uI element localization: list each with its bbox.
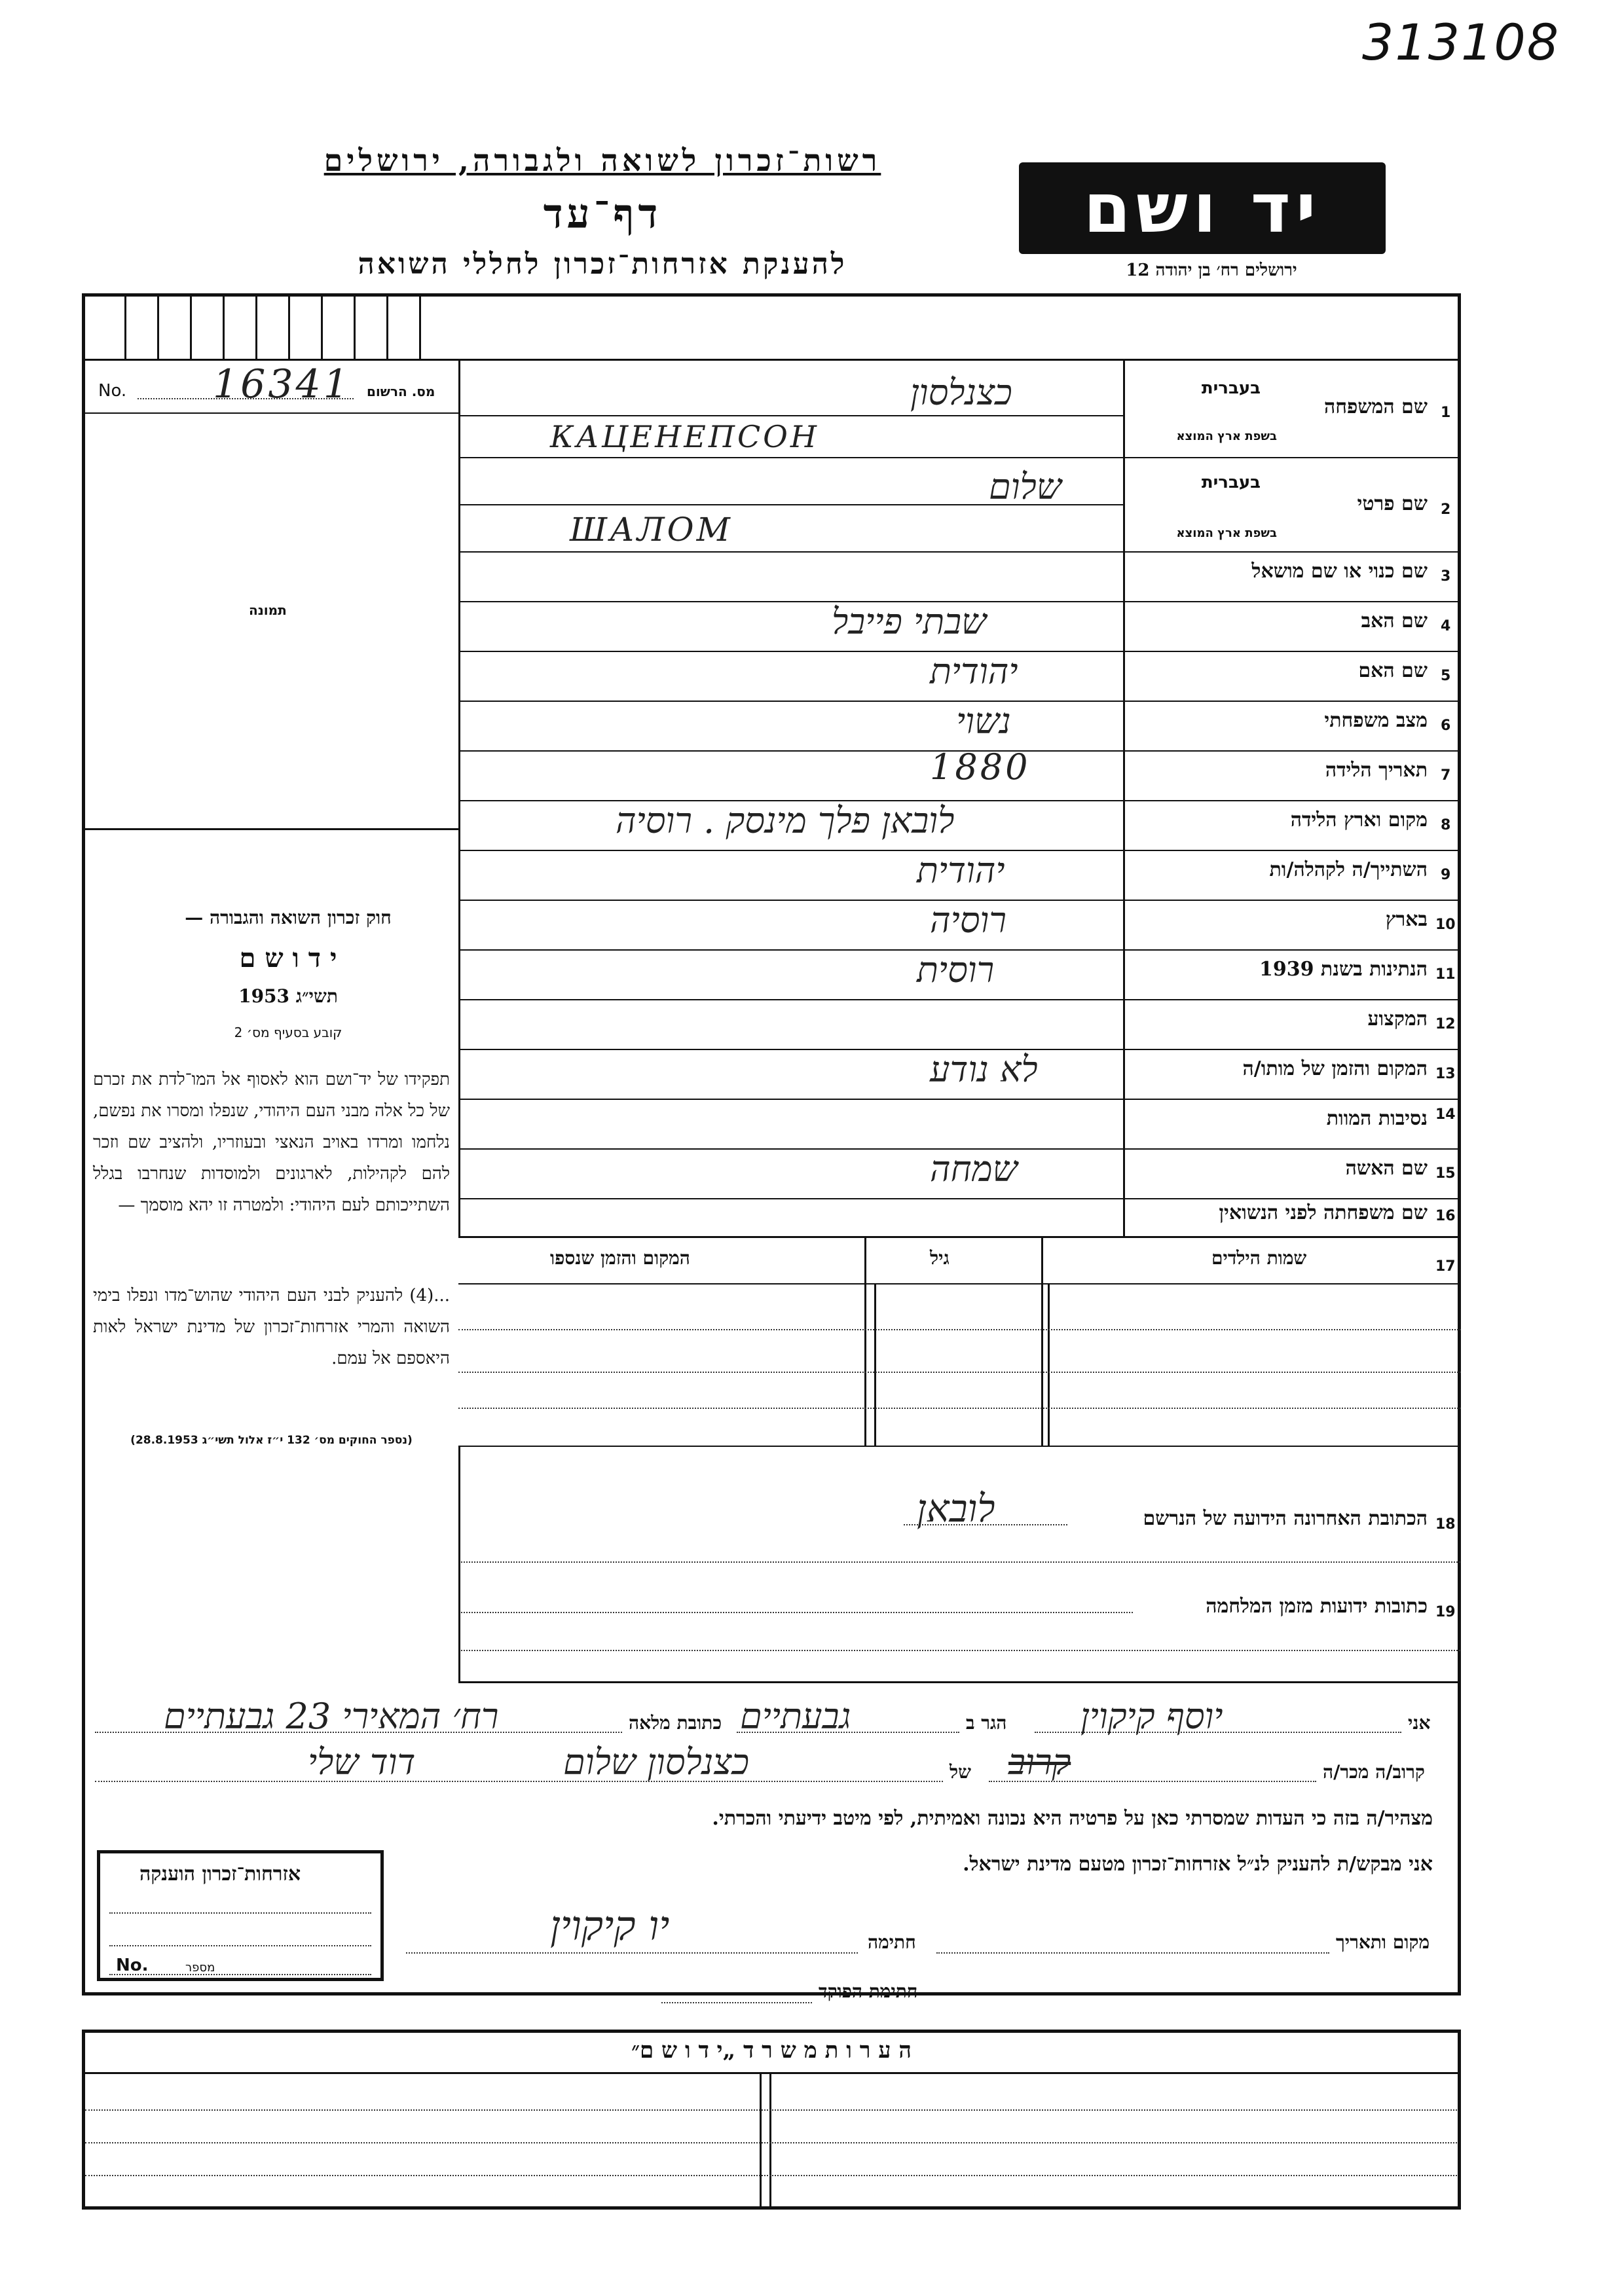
photo-label: תמונה — [249, 602, 287, 618]
children-col-place: המקום והזמן שנספו — [550, 1247, 690, 1269]
law-year: תשי״ג 1953 — [238, 985, 338, 1007]
law-text-1: תפקידו של יד־ושם הוא לאסוף אל המו־לדת את זכרם של כל אלה מבני העם היהודי, שנפלו ומסרו את נפשם, נלחמו ומרדו באויב הנאצי ובעוזריו, ולהציב שם וזכר להם לקהילות, לארגונים ולמוסדות שנחרבו בגלל השתייכותם לעם היהודי: ולמטרה זו יהא מוסמך — — [93, 1070, 450, 1215]
decl-relation-note: דוד שלי — [308, 1741, 416, 1783]
field-10-label: בארץ — [1385, 908, 1428, 931]
decl-relation: קרוב — [1008, 1741, 1071, 1783]
field-9-label: השתייך/ה לקהלה/ות — [1269, 858, 1428, 881]
citizenship-box-no: No. — [116, 1956, 149, 1975]
field-1-value-hebrew: כצנלסון — [910, 372, 1012, 413]
field-1-origin-sublabel: בשפת ארץ המוצא — [1176, 429, 1277, 443]
place-date-label: מקום ותאריך — [1336, 1931, 1430, 1953]
signature: יו קיקוין — [550, 1902, 670, 1950]
decl-city: גבעתיים — [740, 1696, 851, 1737]
field-10-value: רוסיה — [930, 900, 1006, 941]
field-8-label: מקום וארץ הלידה — [1290, 809, 1428, 831]
header-address: ירושלים רח׳ בן יהודה 12 — [1126, 261, 1297, 280]
citizenship-box — [97, 1850, 384, 1981]
decl-of-label: של — [950, 1761, 971, 1783]
field-19-number: 19 — [1435, 1604, 1456, 1620]
decl-name: יוסף קיקוין — [1080, 1696, 1223, 1737]
children-col-age: גיל — [930, 1247, 950, 1269]
field-11-value: רוסית — [917, 949, 995, 991]
field-2-value-hebrew: שלום — [989, 466, 1062, 507]
law-text-2: ...(4) להעניק לבני העם היהודי שהוש־מדו ונפלו בימי השואה והמרי אזרחות־זכרון של מדינת ישראל לאות היאספם אל עמם. — [93, 1286, 450, 1368]
decl-statement-1: מצהיר/ה בזה כי העדות שמסרתי כאן על פרטיה היא נכונה ואמיתית, לפי מיטב ידיעתי והכרתי. — [712, 1807, 1433, 1830]
field-14-number: 14 — [1435, 1106, 1456, 1123]
remarks-title: ה ע ר ו ת מ ש ר ד „י ד ו ש ם״ — [631, 2037, 912, 2064]
law-name: י ד ו ש ם — [239, 943, 337, 974]
registration-number: 16341 — [213, 361, 351, 407]
field-8-number: 8 — [1441, 817, 1451, 833]
field-3-label: שם כנוי או שם מושאל — [1251, 560, 1428, 583]
field-10-number: 10 — [1435, 917, 1456, 933]
signature-label: חתימה — [868, 1931, 916, 1953]
decl-ani: אני — [1408, 1712, 1431, 1734]
field-7-label: תאריך הלידה — [1325, 759, 1428, 782]
field-15-label: שם האשה — [1345, 1157, 1428, 1180]
field-2-origin-sublabel: בשפת ארץ המוצא — [1176, 526, 1277, 540]
registration-no-label: No. — [98, 381, 127, 401]
field-18-value: לובאן — [917, 1486, 995, 1531]
archive-number: 313108 — [1362, 13, 1560, 71]
field-1-label: שם המשפחה — [1323, 395, 1428, 418]
field-3-number: 3 — [1441, 568, 1451, 585]
field-11-label: הנתינות בשנת 1939 — [1259, 958, 1428, 981]
decl-relative-label: קרוב/ה מכר/ה — [1323, 1761, 1425, 1783]
logo-text: יד ושם — [1083, 168, 1321, 248]
decl-statement-2: אני מבקש/ת להעניק לנ״ל אזרחות־זכרון מטעם מדינת ישראל. — [963, 1853, 1433, 1876]
law-title: חוק זכרון השואה והגבורה — — [185, 907, 392, 928]
field-9-value: יהודית — [917, 850, 1005, 891]
field-11-number: 11 — [1435, 966, 1456, 983]
field-2-label: שם פרטי — [1357, 492, 1428, 515]
field-1-number: 1 — [1441, 405, 1451, 421]
field-5-label: שם האם — [1358, 659, 1428, 682]
form-title: דף־עד — [543, 190, 662, 238]
field-4-label: שם האב — [1361, 610, 1428, 632]
citizenship-box-title: אזרחות־זכרון הוענקה — [139, 1863, 301, 1886]
officer-signature-label: חתימת הפוקד — [819, 1980, 918, 2002]
field-12-label: המקצוע — [1367, 1008, 1428, 1030]
yad-vashem-logo — [1019, 162, 1386, 254]
field-2-value-origin: ШАЛОМ — [570, 511, 733, 549]
field-5-value: יהודית — [930, 651, 1018, 692]
field-14-label: נסיבות המוות — [1326, 1107, 1428, 1130]
registration-label: מס. הרשום — [367, 384, 435, 399]
law-clause: קובע בסעיף מס׳ 2 — [234, 1025, 342, 1040]
law-footnote: (נספר החוקים מס׳ 132 י״ז אלול תשי״ג 28.8.1953) — [130, 1434, 413, 1447]
field-6-number: 6 — [1441, 718, 1451, 734]
field-17-number: 17 — [1435, 1258, 1456, 1275]
field-6-value: נשוי — [956, 701, 1011, 742]
field-7-value: 1880 — [930, 746, 1031, 788]
field-4-value: שבתי פייבל — [832, 601, 987, 642]
decl-full-address: רח׳ המאירי 23 גבעתיים — [164, 1696, 499, 1737]
field-7-number: 7 — [1441, 767, 1451, 784]
field-2-hebrew-sublabel: בעברית — [1201, 473, 1261, 492]
field-6-label: מצב משפחתי — [1324, 709, 1428, 732]
decl-subject: כצנלסון שלום — [563, 1741, 749, 1783]
field-18-number: 18 — [1435, 1516, 1456, 1533]
field-16-number: 16 — [1435, 1208, 1456, 1224]
decl-resides-label: הגר ב — [966, 1712, 1007, 1734]
field-8-value: לובאן פלך מינסק . רוסיה — [616, 800, 955, 841]
field-13-number: 13 — [1435, 1066, 1456, 1082]
field-15-value: שמחה — [930, 1148, 1018, 1190]
citizenship-box-number-label: מספר — [185, 1961, 215, 1975]
field-9-number: 9 — [1441, 867, 1451, 883]
header-authority: רשות־זכרון לשואה ולגבורה, ירושלים — [323, 143, 881, 178]
field-16-label: שם משפחתה לפני הנשואין — [1219, 1201, 1428, 1224]
field-18-label: הכתובת האחרונה הידועה של הנרשם — [1143, 1507, 1428, 1530]
field-13-value: לא נודע — [930, 1049, 1038, 1090]
field-5-number: 5 — [1441, 668, 1451, 684]
field-2-number: 2 — [1441, 501, 1451, 518]
field-1-hebrew-sublabel: בעברית — [1201, 378, 1261, 398]
field-1-value-origin: КАЦЕНЕПСОН — [550, 419, 819, 454]
field-12-number: 12 — [1435, 1016, 1456, 1032]
children-col-names: שמות הילדים — [1211, 1247, 1307, 1269]
field-15-number: 15 — [1435, 1165, 1456, 1182]
form-subtitle: להענקת אזרחות־זכרון לחללי השואה — [358, 247, 847, 281]
field-19-label: כתובות ידועות מזמן המלחמה — [1206, 1595, 1428, 1618]
decl-address-label: כתובת מלאה — [629, 1712, 722, 1734]
field-4-number: 4 — [1441, 618, 1451, 634]
field-13-label: המקום והזמן של מותו/ה — [1242, 1057, 1428, 1080]
